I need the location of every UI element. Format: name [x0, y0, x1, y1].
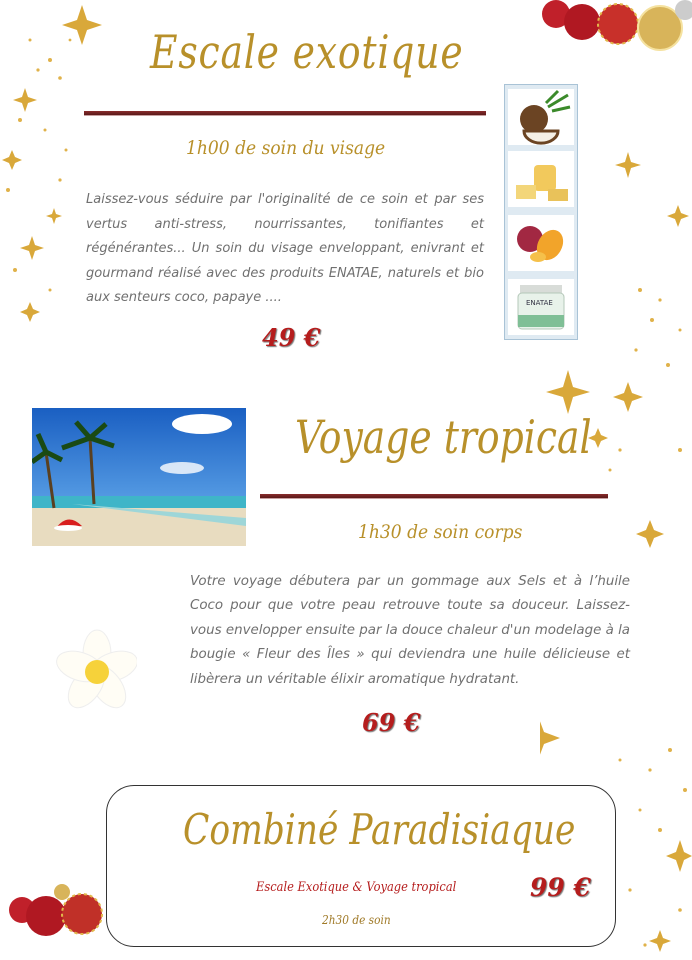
section2-price: 69 € [362, 708, 421, 737]
section1-subtitle: 1h00 de soin du visage [186, 137, 386, 159]
ornaments-bottom-left [0, 882, 110, 960]
enatae-jar-image [508, 279, 574, 335]
coconut-image [508, 89, 574, 145]
honey-image [508, 151, 574, 207]
section3-title: Combiné Paradisiaque [183, 805, 576, 854]
section1-price: 49 € [262, 323, 321, 352]
section3-price: 99 € [530, 873, 591, 902]
section2-description: Votre voyage débutera par un gommage aux Sels et à l’huile Coco pour que votre peau retrouve toute sa douceur. Laissez-vous envelopper ensuite par la douce chaleur d'un modelage à la bougie « Fleur des Îles » qui deviendra une huile délicieuse et libèrera un véritable élixir aromatique hydratant. [190, 574, 630, 687]
jar-label: ENATAE [526, 299, 553, 307]
section2-divider [260, 494, 608, 499]
combo-description: Escale Exotique & Voyage tropical [256, 880, 457, 895]
section2-subtitle: 1h30 de soin corps [358, 521, 523, 543]
combo-duration: 2h30 de soin [322, 913, 391, 927]
beach-image [32, 408, 246, 546]
papaya-image [508, 215, 574, 271]
product-thumbnails [504, 84, 578, 340]
frangipani-flower-image [55, 622, 137, 714]
section2-title: Voyage tropical [295, 410, 592, 464]
section1-description: Laissez-vous séduire par l'originalité de ce soin et par ses vertus anti-stress, nourrissantes, tonifiantes et régénérantes... Un soin du visage enveloppant, enivrant et gourmand réalisé avec des produits ENATAE, naturels et bio aux senteurs coco, papaye .... [86, 192, 484, 305]
section1-divider [84, 111, 486, 116]
ornaments-top-right [540, 0, 692, 60]
section1-title: Escale exotique [150, 25, 464, 79]
